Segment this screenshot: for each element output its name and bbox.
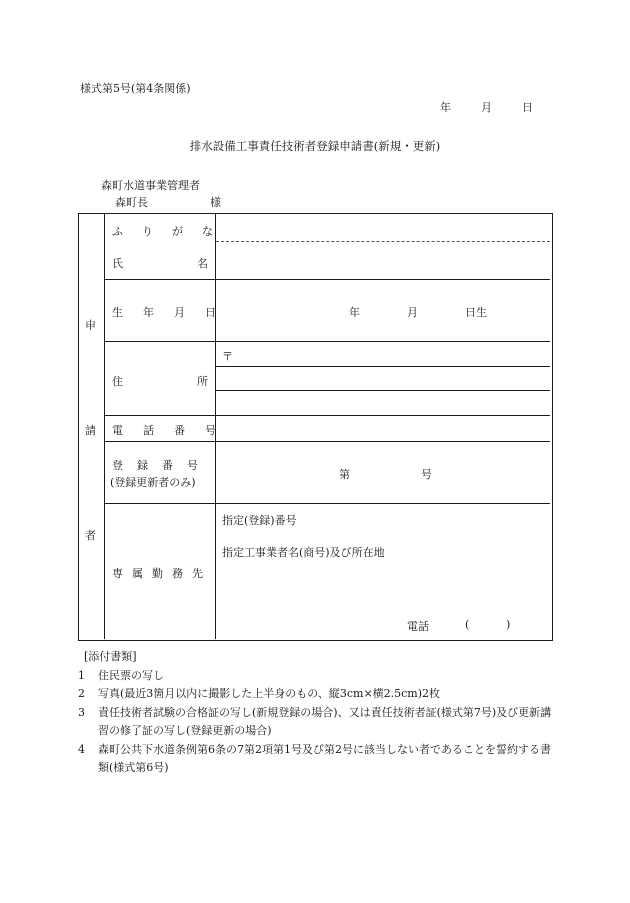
workplace-label: 専属勤務先 — [112, 567, 212, 580]
postal-code-field[interactable] — [239, 342, 550, 365]
birth-label: 生年月日 — [112, 306, 236, 319]
attachment-text: 写真(最近3箇月以内に撮影した上半身のもの、縦3cm×横2.5cm)2枚 — [98, 687, 441, 700]
attachment-text: 住民票の写し — [98, 668, 164, 682]
registration-prefix: 第 — [339, 468, 350, 481]
address-label: 住所 — [112, 375, 282, 388]
furigana-label-text: ふりがな — [112, 225, 232, 238]
registration-suffix: 号 — [421, 468, 432, 481]
attachments-heading: [添付書類] — [84, 650, 137, 663]
form-title: 排水設備工事責任技術者登録申請書(新規・更新) — [189, 139, 441, 153]
addressee-line2 — [115, 194, 221, 210]
date-month-label: 月 — [481, 101, 492, 114]
col-divider-1 — [104, 214, 105, 639]
date-day-label: 日 — [522, 101, 533, 114]
form-number: 様式第5号(第4条関係) — [80, 82, 191, 95]
workplace-phone-open: ( — [465, 618, 470, 631]
registration-field[interactable] — [216, 442, 550, 502]
workplace-phone-close: ) — [506, 618, 511, 631]
phone-field[interactable] — [216, 416, 550, 440]
name-label: 氏名 — [112, 257, 282, 270]
list-item — [78, 704, 558, 741]
workplace-field[interactable] — [216, 504, 550, 638]
registration-label: 登録番号 — [112, 459, 212, 472]
furigana-label — [112, 223, 232, 239]
registration-sublabel: (登録更新者のみ) — [110, 476, 196, 489]
applicant-label-3: 者 — [85, 529, 96, 542]
attachment-text: 責任技術者試験の合格証の写し(新規登録の場合)、又は責任技術者証(様式第7号)及び更新講習の修了証の写し(登録更新の場合) — [98, 705, 552, 737]
addressee-line1: 森町水道事業管理者 — [101, 179, 200, 192]
birth-year-unit: 年 — [349, 306, 360, 319]
attachment-number: 4 — [78, 742, 85, 756]
addressee-mayor: 森町長 — [115, 196, 148, 209]
phone-label: 電話番号 — [112, 424, 236, 437]
date-year-label: 年 — [440, 101, 451, 114]
list-item — [78, 667, 558, 686]
applicant-label-2: 請 — [85, 424, 96, 437]
attachment-number: 3 — [78, 705, 85, 719]
address-line-2-field[interactable] — [216, 391, 550, 414]
name-field[interactable] — [216, 242, 550, 278]
address-line-1-field[interactable] — [216, 367, 550, 390]
furigana-field[interactable] — [216, 216, 550, 240]
attachment-number: 1 — [78, 668, 85, 682]
birth-day-unit: 日生 — [465, 306, 487, 319]
attachment-number: 2 — [78, 687, 85, 700]
attachment-text: 森町公共下水道条例第6条の7第2項第1号及び第2号に該当しない者であることを誓約する書類(様式第6号) — [98, 742, 551, 774]
birth-month-unit: 月 — [407, 306, 418, 319]
birth-field[interactable] — [216, 280, 550, 340]
postal-mark: 〒 — [222, 350, 233, 363]
applicant-label-1: 申 — [85, 319, 96, 332]
application-table — [78, 213, 553, 641]
workplace-number-label: 指定(登録)番号 — [222, 514, 297, 527]
workplace-phone-label: 電話 — [407, 620, 429, 633]
addressee-honorific: 様 — [210, 196, 221, 209]
date-line — [440, 99, 533, 115]
workplace-company-label: 指定工事業者名(商号)及び所在地 — [222, 546, 385, 559]
attachments-section — [78, 648, 558, 778]
list-item — [78, 685, 558, 704]
list-item — [78, 741, 558, 778]
